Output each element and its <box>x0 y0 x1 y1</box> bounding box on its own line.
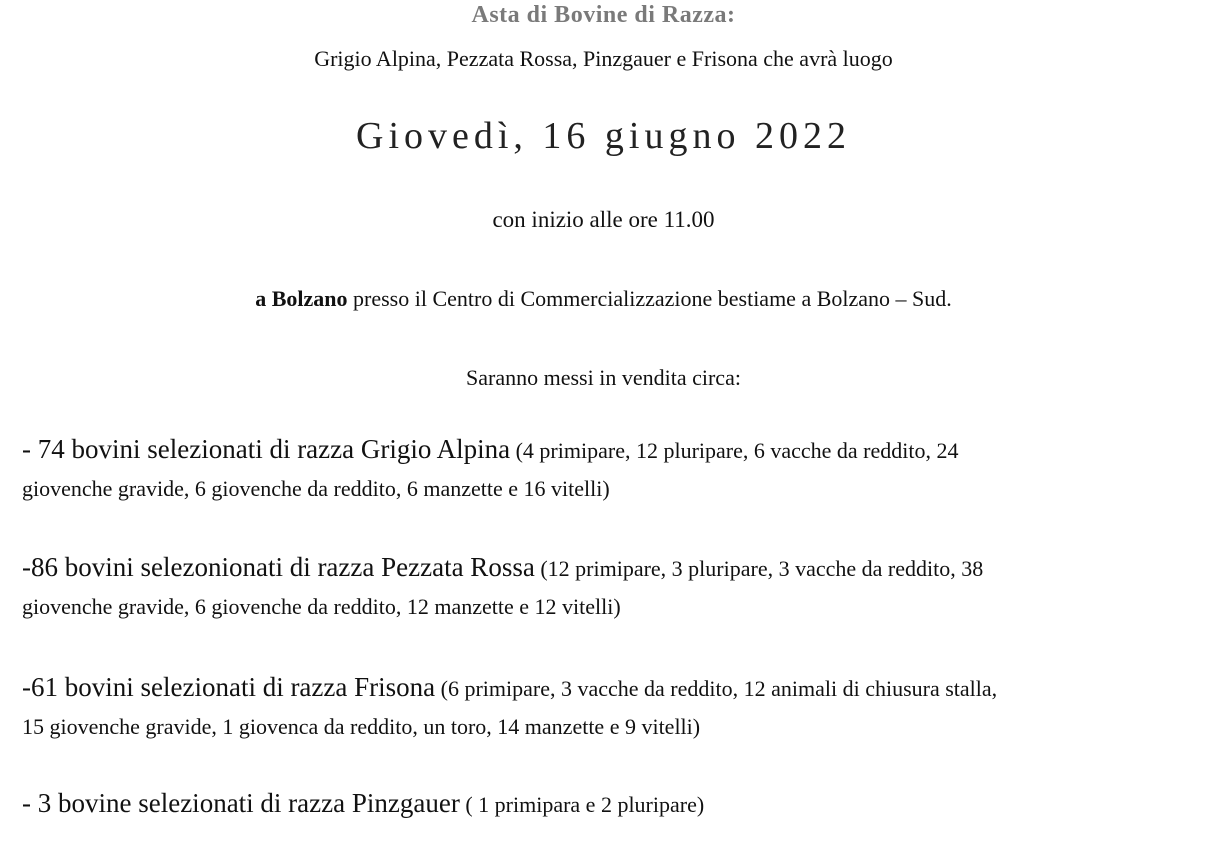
start-time: con inizio alle ore 11.00 <box>492 207 715 232</box>
entry-main: - 74 bovini selezionati di razza Grigio Alpina <box>22 434 511 464</box>
entry-detail-continued: giovenche gravide, 6 giovenche da reddito, 12 manzette e 12 vitelli) <box>22 594 621 619</box>
breeds-line: Grigio Alpina, Pezzata Rossa, Pinzgauer e Frisona che avrà luogo <box>314 46 893 71</box>
entry-main: -61 bovini selezionati di razza Frisona <box>22 672 436 702</box>
entry-detail: (12 primipare, 3 pluripare, 3 vacche da reddito, 38 <box>534 556 984 581</box>
entry-main: - 3 bovine selezionati di razza Pinzgauer <box>22 788 460 818</box>
location-line <box>0 286 1207 312</box>
location-details: presso il Centro di Commercializzazione bestiame a Bolzano – Sud. <box>347 286 952 311</box>
entry-detail: (6 primipare, 3 vacche da reddito, 12 animali di chiusura stalla, <box>435 676 998 701</box>
entry-detail: ( 1 primipara e 2 pluripare) <box>459 792 705 817</box>
document-heading: Asta di Bovine di Razza: <box>471 2 736 28</box>
entry-main: -86 bovini selezonionati di razza Pezzata Rossa <box>22 552 535 582</box>
auction-date: Giovedì, 16 giugno 2022 <box>356 115 851 157</box>
location-city: a Bolzano <box>255 286 348 311</box>
entry-detail-continued: giovenche gravide, 6 giovenche da reddito, 6 manzette e 16 vitelli) <box>22 476 610 501</box>
entry-detail: (4 primipare, 12 pluripare, 6 vacche da reddito, 24 <box>510 438 959 463</box>
entry-detail-continued: 15 giovenche gravide, 1 giovenca da reddito, un toro, 14 manzette e 9 vitelli) <box>22 714 701 739</box>
sale-intro: Saranno messi in vendita circa: <box>466 365 741 390</box>
